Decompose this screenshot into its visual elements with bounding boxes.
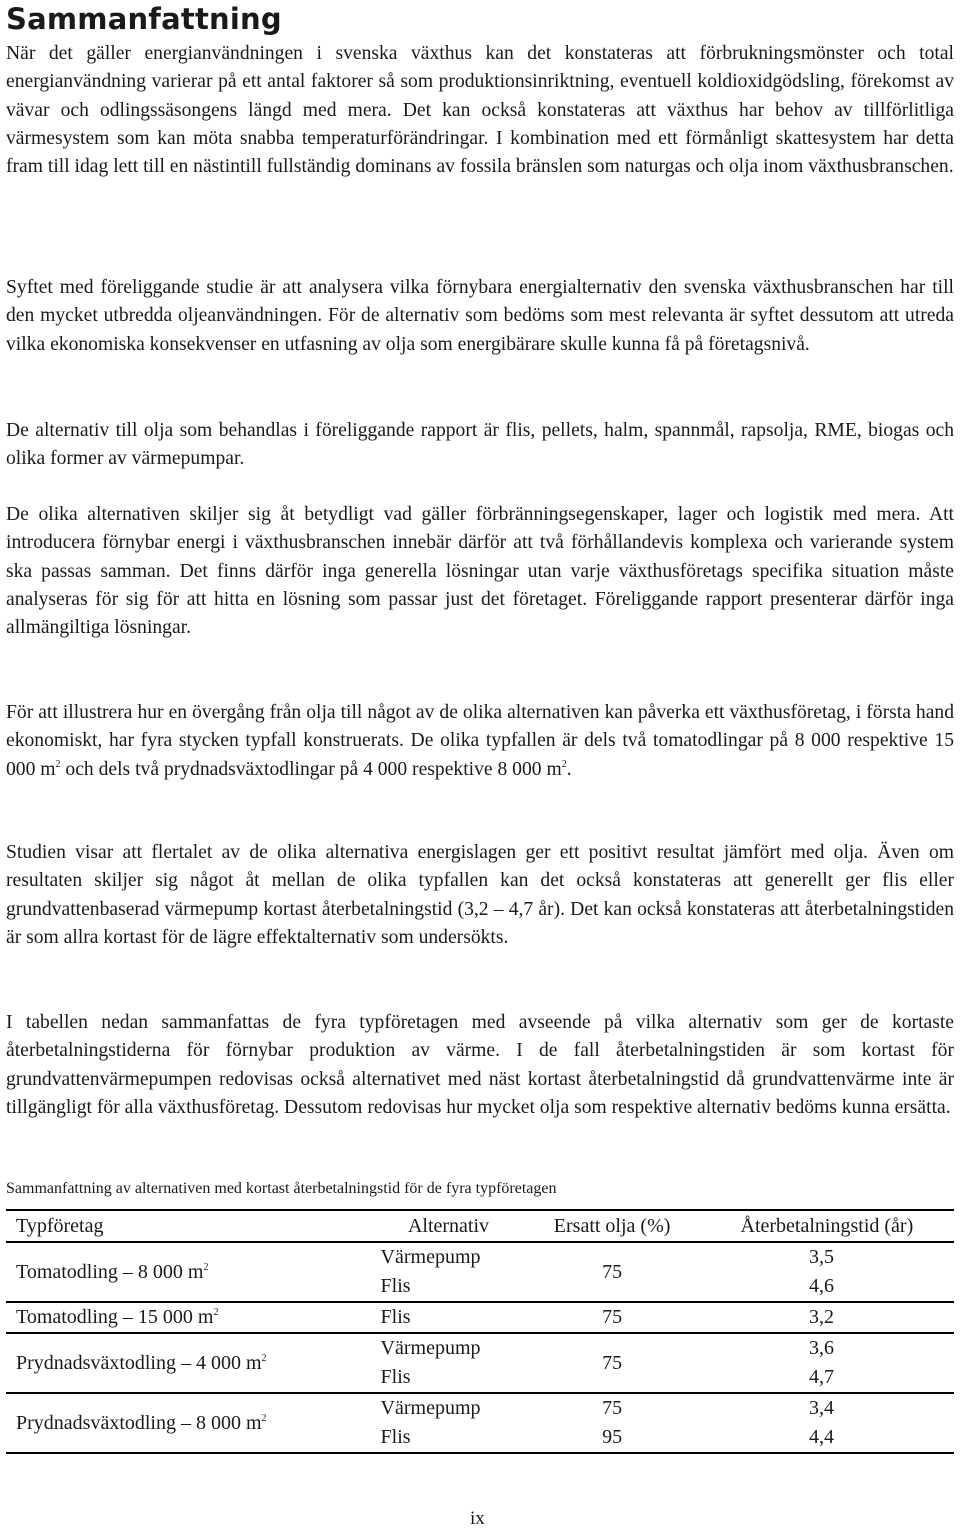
paragraph-1: När det gäller energianvändningen i svenska växthus kan det konstateras att förbrukningsmönster och total energianvändning varierar på ett antal faktorer så som produktionsinriktning, eventuell koldioxidgödsling, förekomst av vävar och odlingssäsongens längd med mera. Det kan också konstateras att växthus har behov av tillförlitliga värmesystem som kan möta snabba temperaturförändringar. I kombination med ett förmånligt skattesystem har detta fram till idag lett till en nästintill fullständig dominans av fossila bränslen som naturgas och olja inom växthusbranschen. (6, 43, 954, 178)
cell-ersatt-olja: 75 (524, 1302, 699, 1333)
alternativ-2: Flis (380, 1426, 411, 1448)
paragraph-3: De alternativ till olja som behandlas i föreliggande rapport är flis, pellets, halm, spannmål, rapsolja, RME, biogas och olika former av värmepumpar. (6, 420, 954, 470)
ersatt-2: 95 (602, 1426, 623, 1448)
type-label: Tomatodling – 8 000 m (16, 1260, 204, 1283)
header-ersatt-olja: Ersatt olja (%) (524, 1210, 699, 1242)
header-aterbetalningstid: Återbetalningstid (år) (700, 1210, 954, 1242)
type-label: Prydnadsväxtodling – 4 000 m (16, 1351, 262, 1374)
cell-ersatt-olja: 75 (524, 1333, 699, 1393)
superscript: 2 (261, 1412, 267, 1424)
superscript: 2 (261, 1352, 267, 1364)
cell-type (6, 1333, 373, 1393)
cell-alternativ (373, 1333, 525, 1393)
paragraph-2: Syftet med föreliggande studie är att analysera vilka förnybara energialternativ den svenska växthusbranschen har till den mycket utbredda oljeanvändningen. För de alternativ som bedöms som mest relevanta är syftet dessutom att utreda vilka ekonomiska konsekvenser en utfasning av olja som energibärare skulle kunna få på företagsnivå. (6, 277, 954, 355)
alternativ-2: Flis (380, 1275, 411, 1297)
ater-2: 4,6 (809, 1275, 834, 1297)
table-header-row (6, 1210, 954, 1242)
table-row (6, 1302, 954, 1333)
paragraph-5-text-c: . (566, 758, 572, 780)
ersatt-1: 75 (602, 1397, 623, 1419)
ater-1: 3,4 (809, 1397, 834, 1419)
alternativ-1: Värmepump (380, 1337, 481, 1359)
superscript: 2 (213, 1307, 219, 1318)
summary-table (6, 1209, 954, 1454)
paragraph-6: Studien visar att flertalet av de olika alternativa energislagen ger ett positivt resultat jämfört med olja. Även om resultaten skiljer sig något åt mellan de olika typfallen kan det också konstateras att generellt ger flis eller grundvattenbaserad värmepump kortast återbetalningstid (3,2 – 4,7 år). Det kan också konstateras att återbetalningstiden är som allra kortast för de lägre effektalternativ som undersökts. (6, 842, 954, 948)
table-row (6, 1393, 954, 1453)
superscript: 2 (55, 758, 61, 770)
cell-ersatt-olja (524, 1393, 699, 1453)
ater-2: 4,4 (809, 1426, 834, 1448)
ater-1: 3,5 (809, 1246, 834, 1268)
page-number: ix (470, 1508, 485, 1529)
page-title: Sammanfattning (6, 2, 282, 36)
superscript: 2 (203, 1261, 209, 1273)
ater-2: 4,7 (809, 1366, 834, 1388)
table-caption: Sammanfattning av alternativen med kortast återbetalningstid för de fyra typföretagen (6, 1180, 557, 1197)
cell-aterbetalningstid (700, 1242, 954, 1302)
cell-alternativ: Flis (373, 1302, 525, 1333)
cell-aterbetalningstid (700, 1333, 954, 1393)
table-row (6, 1333, 954, 1393)
paragraph-4: De olika alternativen skiljer sig åt betydligt vad gäller förbränningsegenskaper, lager och logistik med mera. Att introducera förnybar energi i växthusbranschen innebär därför att två förhållandevis komplexa och varierande system ska passas samman. Det finns därför inga generella lösningar utan varje växthusföretags specifika situation måste analyseras för sig för att hitta en lösning som passar just det företaget. Föreliggande rapport presenterar därför inga allmängiltiga lösningar. (6, 504, 954, 639)
cell-alternativ (373, 1393, 525, 1453)
header-alternativ: Alternativ (373, 1210, 525, 1242)
paragraph-7: I tabellen nedan sammanfattas de fyra typföretagen med avseende på vilka alternativ som ger de kortaste återbetalningstiderna för förnybar produktion av värme. I de fall återbetalningstiden är som kortast för grundvattenvärmepumpen redovisas också alternativet med näst kortast återbetalningstid då grundvattenvärme inte är tillgängligt för alla växthusföretag. Dessutom redovisas hur mycket olja som respektive alternativ bedöms kunna ersätta. (6, 1012, 954, 1118)
superscript: 2 (561, 758, 567, 770)
cell-aterbetalningstid (700, 1393, 954, 1453)
alternativ-2: Flis (380, 1366, 411, 1388)
alternativ-1: Värmepump (380, 1397, 481, 1419)
header-typforetag: Typföretag (6, 1210, 373, 1242)
paragraph-5-text-a: För att illustrera hur en övergång från olja till något av de olika alternativen kan påverka ett växthusföretag, i första hand ekonomiskt, har fyra stycken typfall konstruerats. De olika typfallen är dels två tomatodlingar på 8 000 respektive 15 000 m (6, 702, 954, 780)
paragraph-5 (6, 699, 954, 784)
cell-aterbetalningstid: 3,2 (700, 1302, 954, 1333)
ater-1: 3,6 (809, 1337, 834, 1359)
type-label: Prydnadsväxtodling – 8 000 m (16, 1411, 262, 1434)
cell-ersatt-olja: 75 (524, 1242, 699, 1302)
cell-type (6, 1242, 373, 1302)
type-label: Tomatodling – 15 000 m (16, 1306, 214, 1328)
cell-type (6, 1393, 373, 1453)
cell-alternativ (373, 1242, 525, 1302)
cell-type (6, 1302, 373, 1333)
paragraph-5-text-b: och dels två prydnadsväxtodlingar på 4 000 respektive 8 000 m (60, 758, 562, 780)
table-row (6, 1242, 954, 1302)
alternativ-1: Värmepump (380, 1246, 481, 1268)
